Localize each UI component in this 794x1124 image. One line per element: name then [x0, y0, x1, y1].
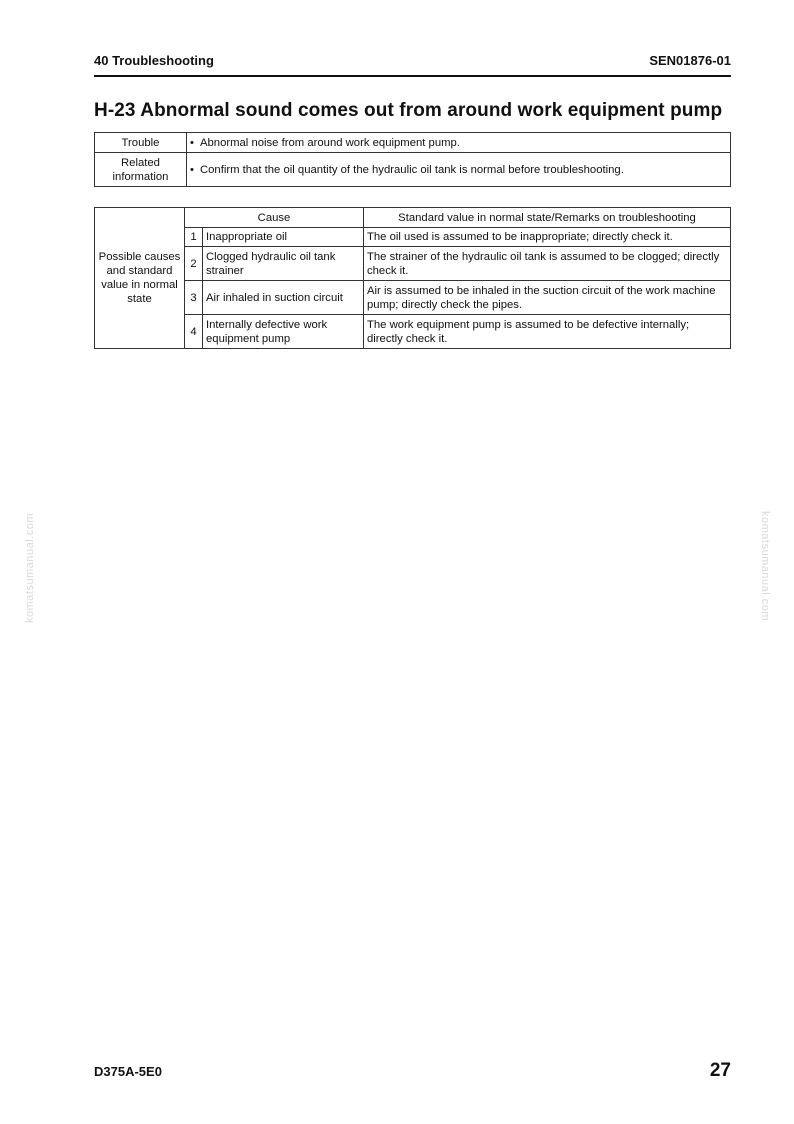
trouble-text-cell: [187, 133, 731, 153]
remarks-text: Air is assumed to be inhaled in the suction circuit of the work machine pump; directly check the pipes.: [364, 281, 731, 315]
related-info-text-cell: [187, 153, 731, 187]
cause-text: Inappropriate oil: [203, 228, 364, 247]
related-info-text: Confirm that the oil quantity of the hydraulic oil tank is normal before troubleshooting.: [199, 163, 624, 176]
watermark-right: komatsumanual.com: [759, 511, 771, 621]
cause-number: 4: [185, 315, 203, 349]
remarks-column-header: Standard value in normal state/Remarks on troubleshooting: [364, 208, 731, 228]
cause-column-header: Cause: [185, 208, 364, 228]
table-row: [95, 228, 731, 247]
related-info-label: Related information: [95, 153, 187, 187]
causes-table: [94, 207, 731, 349]
page-header: [94, 53, 731, 77]
related-info-row: [95, 153, 731, 187]
bullet-marker: •: [190, 136, 194, 149]
bullet-marker: •: [190, 163, 194, 176]
remarks-text: The work equipment pump is assumed to be defective internally; directly check it.: [364, 315, 731, 349]
cause-number: 3: [185, 281, 203, 315]
trouble-label: Trouble: [95, 133, 187, 153]
table-row: [95, 315, 731, 349]
remarks-text: The oil used is assumed to be inappropriate; directly check it.: [364, 228, 731, 247]
cause-number: 2: [185, 247, 203, 281]
cause-text: Internally defective work equipment pump: [203, 315, 364, 349]
table-row: [95, 281, 731, 315]
remarks-text: The strainer of the hydraulic oil tank is assumed to be clogged; directly check it.: [364, 247, 731, 281]
footer-model: D375A-5E0: [94, 1064, 162, 1079]
cause-number: 1: [185, 228, 203, 247]
causes-header-row: [95, 208, 731, 228]
trouble-text: Abnormal noise from around work equipment pump.: [199, 136, 460, 149]
watermark-left: komatsumanual.com: [24, 513, 36, 623]
document-id: SEN01876-01: [649, 53, 731, 68]
trouble-row: [95, 133, 731, 153]
cause-text: Clogged hydraulic oil tank strainer: [203, 247, 364, 281]
cause-text: Air inhaled in suction circuit: [203, 281, 364, 315]
possible-causes-label: Possible causes and standard value in normal state: [95, 208, 185, 349]
page-title: H-23 Abnormal sound comes out from around work equipment pump: [94, 100, 723, 121]
section-title: 40 Troubleshooting: [94, 53, 214, 68]
table-row: [95, 247, 731, 281]
trouble-info-table: [94, 132, 731, 187]
page-number: 27: [709, 1060, 731, 1081]
